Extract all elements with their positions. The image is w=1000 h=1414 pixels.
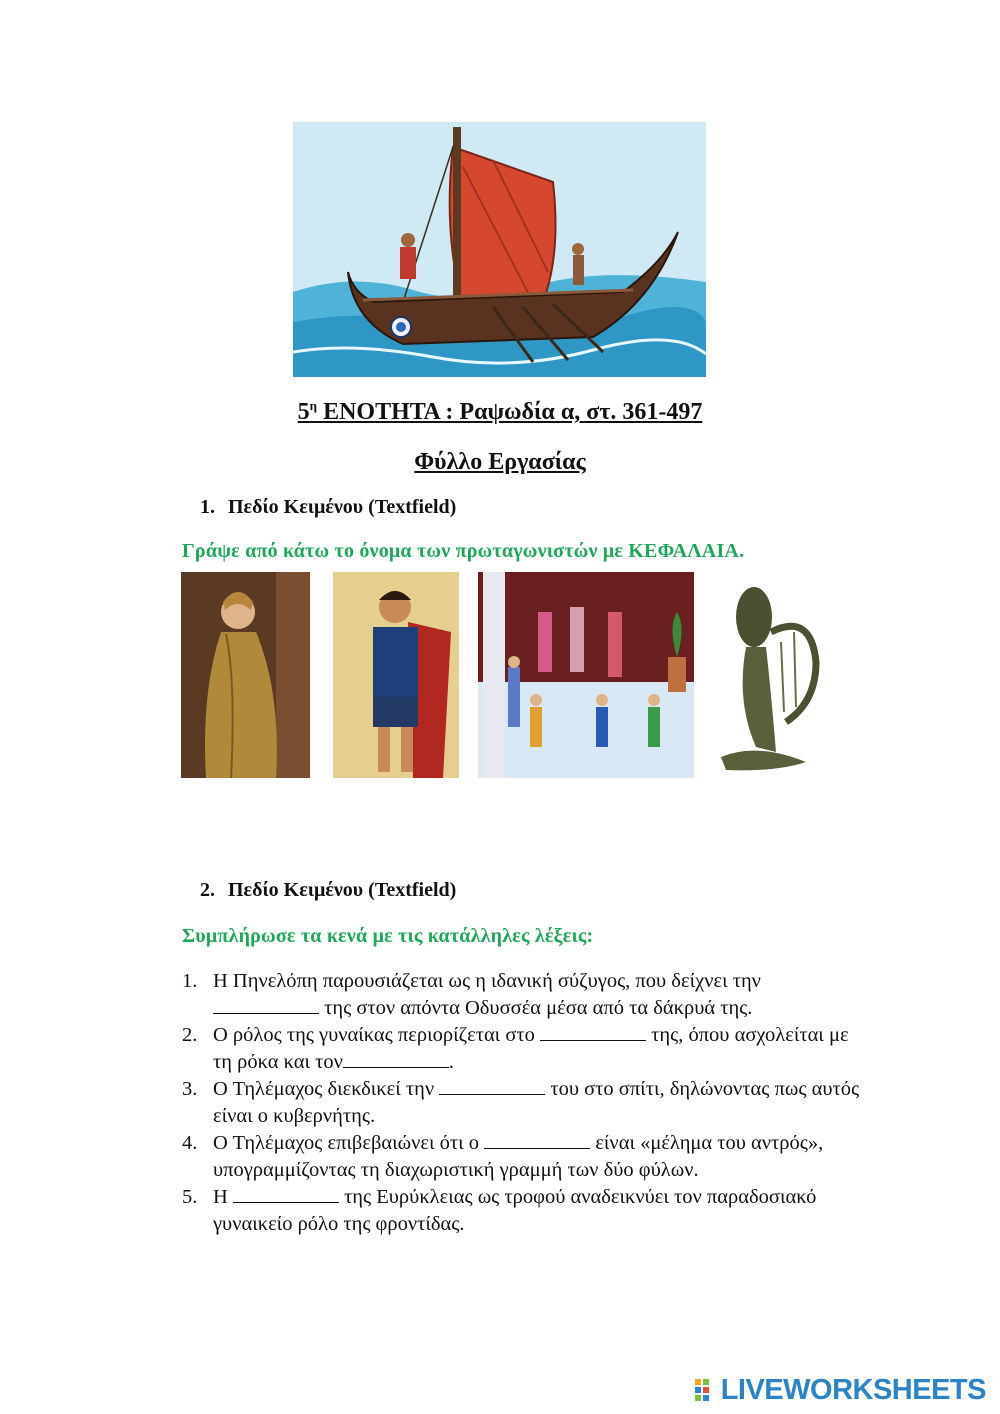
fill-in-question-list [182, 968, 862, 1238]
page-subtitle: Φύλλο Εργασίας [414, 449, 586, 475]
answer-blank[interactable] [540, 1022, 646, 1041]
answer-blank[interactable] [213, 995, 319, 1014]
women-dance-image [478, 572, 694, 778]
answer-blank[interactable] [343, 1049, 449, 1068]
section-1-instruction: Γράψε από κάτω το όνομα των πρωταγωνιστών με ΚΕΦΑΛΑΙΑ. [182, 540, 745, 562]
liveworksheets-footer[interactable]: LIVEWORKSHEETS [695, 1374, 986, 1407]
warrior-image [333, 572, 459, 778]
ship-illustration [293, 122, 706, 377]
list-item: 1. Η Πηνελόπη παρουσιάζεται ως η ιδανική σύζυγος, που δείχνει την της στον απόντα Οδυσσέα μέσα από τα δάκρυά της. [182, 970, 761, 1019]
section-1-heading: 1. Πεδίο Κειμένου (Textfield) [200, 496, 457, 518]
page-title: $5^\eta$ ΕΝΟΤΗΤΑ : Ραψωδία α, στ. 361-497 [297, 398, 703, 425]
list-item: 4. Ο Τηλέμαχος επιβεβαιώνει ότι ο είναι «μέλημα του αντρός», υπογραμμίζοντας τη διαχωριστική γραμμή των δύο φύλων. [182, 1132, 824, 1181]
woman-statue-image [181, 572, 310, 778]
section-2-heading: 2. Πεδίο Κειμένου (Textfield) [200, 879, 457, 901]
answer-blank[interactable] [484, 1130, 590, 1149]
list-item: 2. Ο ρόλος της γυναίκας περιορίζεται στο της, όπου ασχολείται με τη ρόκα και τον . [182, 1024, 849, 1073]
list-item: 5. Η της Ευρύκλειας ως τροφού αναδεικνύει τον παραδοσιακό γυναικείο ρόλο της φροντίδας. [182, 1186, 817, 1235]
section-2-instruction: Συμπλήρωσε τα κενά με τις κατάλληλες λέξεις: [182, 925, 594, 947]
liveworksheets-logo-icon [695, 1376, 717, 1398]
list-item: 3. Ο Τηλέμαχος διεκδικεί την του στο σπίτι, δηλώνοντας πως αυτός είναι ο κυβερνήτης. [182, 1078, 860, 1127]
answer-blank[interactable] [233, 1184, 339, 1203]
lyre-player-figurine-image [716, 572, 848, 778]
answer-blank[interactable] [439, 1076, 545, 1095]
